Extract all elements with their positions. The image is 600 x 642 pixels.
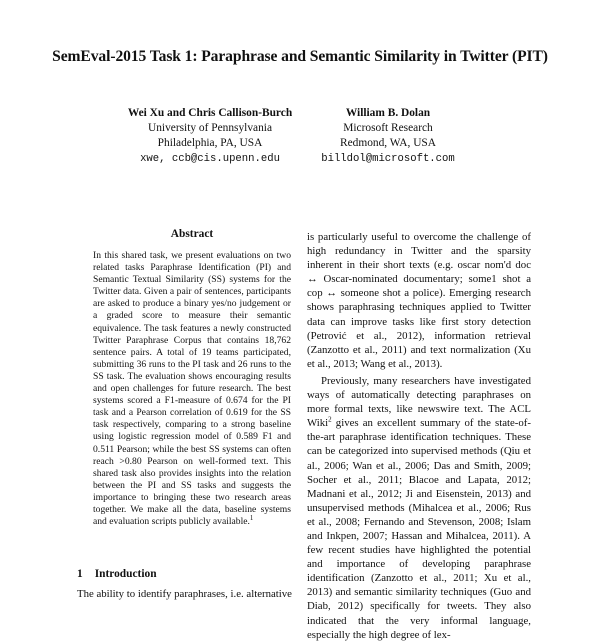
author-email: billdol@microsoft.com (321, 152, 455, 165)
abstract-heading: Abstract (170, 228, 214, 240)
abstract-text: In this shared task, we present evaluations on two related tasks Paraphrase Identification (PI) and Semantic Textual Similarity (SS) systems for the Twitter data. Given a pair of sentences, participants are asked to produce a binary yes/no judgement or a graded score to measure their semantic equivalence. The task features a newly constructed Twitter Paraphrase Corpus that contains 18,762 sentence pairs. A total of 19 teams participated, submitting 36 runs to the PI task and 26 runs to the SS task. The evaluation shows encouraging results and open challenges for future research. The best systems scored a F1-measure of 0.674 for the PI task and a Pearson correlation of 0.619 for the SS task respectively, comparing to a strong baseline using logistic regression model of 0.589 F1 and 0.511 Pearson; while the best SS systems can often reach >0.80 Pearson on well-formed text. This shared task also provides insights into the relation between the PI and SS tasks and suggests the importance to bringing these two research areas together. We make all the data, baseline systems and evaluation scripts publicly available. (93, 250, 291, 528)
footnote-marker: 1 (249, 513, 254, 522)
abstract-body (93, 250, 291, 528)
right-column (307, 230, 531, 642)
author-location: Philadelphia, PA, USA (157, 137, 263, 150)
author-block-2 (288, 106, 488, 167)
author-location: Redmond, WA, USA (340, 137, 436, 150)
author-affiliation: University of Pennsylvania (147, 122, 272, 135)
author-name: Wei Xu and Chris Callison-Burch (127, 107, 293, 119)
section-title: Introduction (94, 568, 157, 580)
paragraph-text: Previously, many researchers have investigated ways of automatically detecting paraphrases on more formal texts, like newswire text. The ACL Wiki (307, 374, 531, 430)
author-name: William B. Dolan (345, 107, 431, 119)
section-number: 1 (77, 568, 83, 580)
paragraph-text: gives an excellent summary of the state-of-the-art paraphrase identification techniques. These can be categorized into supervised methods (Qiu et al., 2006; Wan et al., 2006; Das and Smith, 2009; Socher et al., 2011; Blacoe and Lapata, 2012; Madnani et al., 2012; Ji and Eisenstein, 2013) and unsupervised methods (Mihalcea et al., 2006; Rus et al., 2008; Fernando and Stevenson, 2008; Islam and Inkpen, 2007; Hassan and Mihalcea, 2011). A few recent studies have highlighted the potential and importance of developing paraphrase identification (Zanzotto et al., 2011; Xu et al., 2013) and semantic similarity techniques (Guo and Diab, 2012) specifically for tweets. They also indicated that the very informal language, especially the high degree of lex- (307, 417, 531, 641)
paper-title: SemEval-2015 Task 1: Paraphrase and Semantic Similarity in Twitter (PIT) (52, 48, 548, 65)
author-email: xwe, ccb@cis.upenn.edu (140, 152, 280, 165)
footnote-marker: 2 (328, 415, 332, 424)
body-paragraph-1: is particularly useful to overcome the challenge of high redundancy in Twitter and the sparsity inherent in their short texts (e.g. oscar nom'd doc ↔ Oscar-nominated documentary; some1 shot a cop ↔ someone shot a police). Emerging research shows paraphrasing techniques applied to Twitter data can improve tasks like first story detection (Petrović et al., 2012), information retrieval (Zanzotto et al., 2011) and text normalization (Xu et al., 2013; Wang et al., 2013). (307, 231, 531, 370)
author-affiliation: Microsoft Research (343, 122, 433, 135)
section-heading (77, 568, 157, 580)
body-paragraph-2 (307, 374, 531, 642)
intro-text: The ability to identify paraphrases, i.e. alternative (77, 588, 292, 600)
